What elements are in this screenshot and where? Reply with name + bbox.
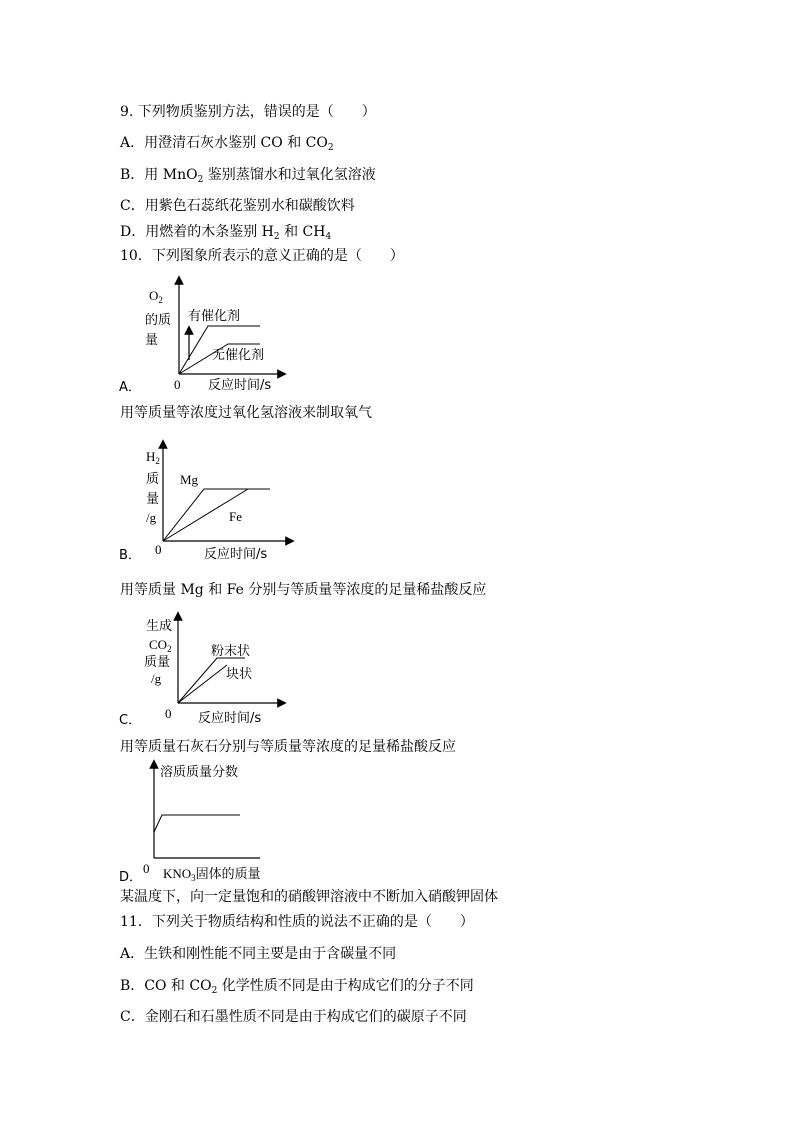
q10-a-caption: 用等质量等浓度过氧化氢溶液来制取氧气: [120, 405, 372, 421]
q9-option-b-text: B．用 MnO: [120, 167, 198, 183]
q9-option-a-sub: 2: [327, 143, 334, 153]
q9-option-a: [120, 134, 334, 152]
q9-option-b-sub: 2: [197, 175, 204, 185]
y-label-line1: 生成: [146, 619, 173, 634]
option-letter: A．: [119, 380, 141, 395]
option-letter: D．: [119, 870, 143, 885]
q9-option-d-sub2: 4: [325, 232, 332, 242]
curve-label-fe: Fe: [229, 509, 242, 524]
curve-mg: [163, 489, 270, 541]
q9-option-d-mid: 和 CH: [279, 224, 326, 240]
origin-label: 0: [155, 542, 162, 557]
q11-option-b-post: 化学性质不同是由于构成它们的分子不同: [217, 978, 474, 994]
x-axis-label: 反应时间/s: [208, 378, 272, 393]
q11-option-b-sub: 2: [211, 986, 218, 996]
curve-label-powder: 粉末状: [211, 644, 251, 659]
y-label-line4: /g: [146, 510, 157, 525]
q10-graph-b: [100, 440, 330, 565]
y-label-line2: $CO_2$: [149, 637, 172, 654]
y-label-line2: 质: [146, 472, 160, 487]
q10-graph-d: [100, 760, 340, 885]
x-axis-label: 反应时间/s: [204, 547, 268, 562]
option-letter: C．: [119, 713, 142, 728]
x-axis-label: $KNO_3$固体的质量: [163, 866, 261, 883]
curve-label-mg: Mg: [180, 472, 199, 487]
q10-b-caption-text: 用等质量 Mg 和 Fe 分别与等质量等浓度的足量稀盐酸反应: [120, 582, 487, 598]
q11-stem: 11．下列关于物质结构和性质的说法不正确的是（ ）: [120, 914, 474, 930]
y-label-line1: $O_2$: [149, 288, 163, 305]
x-axis-label: 反应时间/s: [198, 711, 262, 726]
y-axis-label: 溶质质量分数: [160, 765, 239, 780]
y-label-line1: $H_2$: [146, 449, 160, 466]
curve-lump: [178, 665, 227, 703]
q9-option-d-text: D．用燃着的木条鉴别 H: [120, 224, 274, 240]
q10-graph-c: [100, 612, 330, 730]
curve-mass-fraction: [154, 815, 240, 832]
q9-stem: 9. 下列物质鉴别方法，错误的是（ ）: [120, 104, 376, 120]
curve-label-with-catalyst: 有催化剂: [188, 309, 241, 324]
q9-option-d: [120, 223, 331, 241]
q10-c-caption: 用等质量石灰石分别与等质量等浓度的足量稀盐酸反应: [120, 739, 456, 755]
curve-label-lump: 块状: [226, 667, 253, 682]
y-label-line4: /g: [151, 671, 162, 686]
q9-option-c: C．用紫色石蕊纸花鉴别水和碳酸饮料: [120, 198, 355, 214]
q11-option-b-text: B．CO 和 CO: [120, 978, 212, 994]
q9-option-b: [120, 166, 376, 184]
curve-label-without-catalyst: 无催化剂: [212, 348, 265, 363]
y-label-line3: 量: [145, 333, 159, 348]
origin-label: 0: [143, 861, 150, 876]
q11-option-b: [120, 977, 474, 995]
q9-option-b-post: 鉴别蒸馏水和过氧化氢溶液: [203, 167, 376, 183]
y-label-line3: 质量: [144, 655, 171, 670]
q10-graph-a: [100, 270, 330, 400]
y-label-line3: 量: [146, 492, 160, 507]
q10-b-caption: [120, 581, 486, 599]
q10-d-caption: 某温度下，向一定量饱和的硝酸钾溶液中不断加入硝酸钾固体: [120, 889, 498, 905]
q10-stem: 10．下列图象所表示的意义正确的是（ ）: [120, 248, 404, 264]
q11-option-c: C．金刚石和石墨性质不同是由于构成它们的碳原子不同: [120, 1009, 467, 1025]
origin-label: 0: [165, 706, 172, 721]
option-letter: B．: [119, 548, 141, 563]
q9-option-a-text: A．用澄清石灰水鉴别 CO 和 CO: [120, 135, 328, 151]
y-label-line2: 的质: [145, 313, 172, 328]
q9-option-d-sub1: 2: [273, 232, 280, 242]
q11-option-a: A．生铁和刚性能不同主要是由于含碳量不同: [120, 946, 397, 962]
origin-label: 0: [174, 377, 181, 392]
